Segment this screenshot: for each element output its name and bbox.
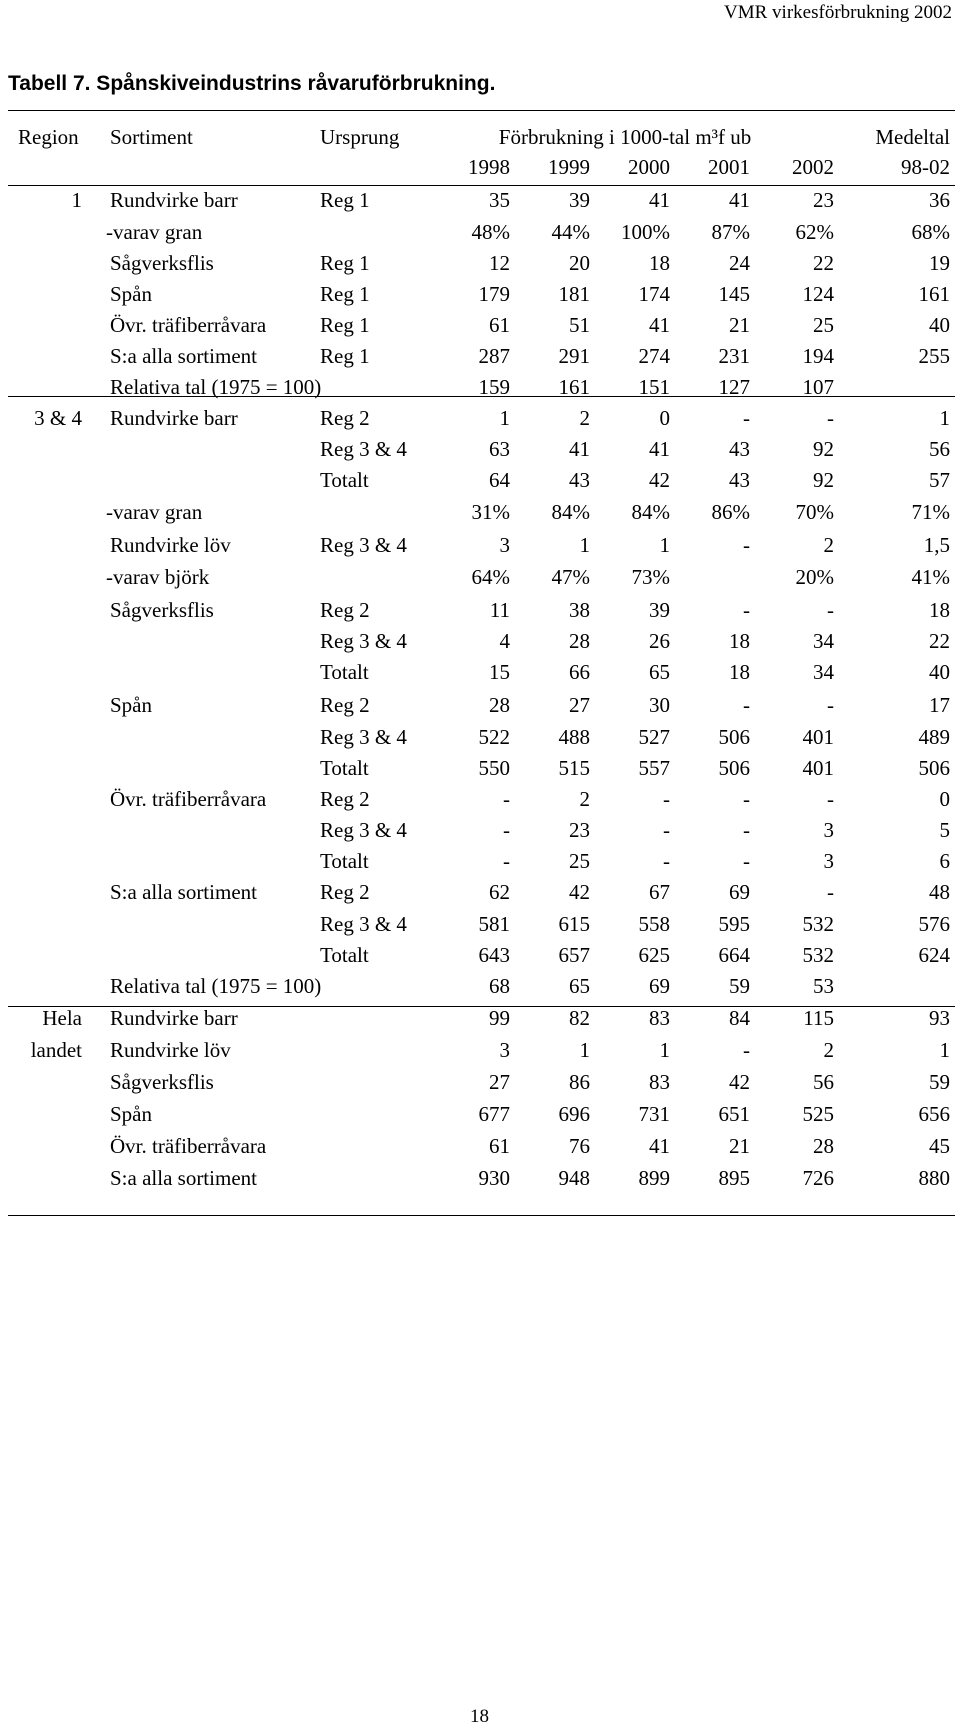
table-row bbox=[0, 377, 960, 409]
value-cell: 115 bbox=[803, 1006, 834, 1030]
value-cell: 151 bbox=[638, 375, 670, 399]
region-cell: landet bbox=[30, 1038, 82, 1062]
value-cell: 87% bbox=[711, 220, 750, 244]
table-row bbox=[0, 253, 960, 285]
value-cell: 21 bbox=[729, 313, 750, 337]
value-cell: - bbox=[503, 818, 510, 842]
value-cell: 28 bbox=[813, 1134, 834, 1158]
value-cell: 664 bbox=[718, 943, 750, 967]
table-row bbox=[0, 502, 960, 534]
medeltal-cell: 576 bbox=[918, 912, 950, 936]
value-cell: 506 bbox=[718, 756, 750, 780]
table-row bbox=[0, 408, 960, 440]
value-cell: 84% bbox=[551, 500, 590, 524]
value-cell: 12 bbox=[489, 251, 510, 275]
value-cell: 21 bbox=[729, 1134, 750, 1158]
value-cell: 51 bbox=[569, 313, 590, 337]
value-cell: 47% bbox=[551, 565, 590, 589]
medeltal-cell: 656 bbox=[918, 1102, 950, 1126]
ursprung-cell: Reg 3 & 4 bbox=[320, 629, 407, 653]
value-cell: 3 bbox=[499, 533, 510, 557]
ursprung-cell: Totalt bbox=[320, 849, 369, 873]
ursprung-cell: Reg 1 bbox=[320, 188, 370, 212]
value-cell: 899 bbox=[638, 1166, 670, 1190]
medeltal-cell: 161 bbox=[918, 282, 950, 306]
value-cell: 61 bbox=[489, 1134, 510, 1158]
value-cell: 274 bbox=[638, 344, 670, 368]
value-cell: - bbox=[663, 849, 670, 873]
value-cell: 124 bbox=[802, 282, 834, 306]
value-cell: 291 bbox=[558, 344, 590, 368]
value-cell: 39 bbox=[649, 598, 670, 622]
value-cell: 145 bbox=[718, 282, 750, 306]
sortiment-cell: Spån bbox=[110, 693, 152, 717]
value-cell: 515 bbox=[558, 756, 590, 780]
sortiment-cell: -varav björk bbox=[106, 565, 210, 589]
value-cell: 948 bbox=[558, 1166, 590, 1190]
table-row bbox=[0, 600, 960, 632]
ursprung-cell: Reg 3 & 4 bbox=[320, 533, 407, 557]
table-top-rule bbox=[8, 110, 955, 111]
value-cell: 657 bbox=[558, 943, 590, 967]
value-cell: 179 bbox=[478, 282, 510, 306]
value-cell: 181 bbox=[558, 282, 590, 306]
value-cell: - bbox=[503, 849, 510, 873]
table-row bbox=[0, 1040, 960, 1072]
ursprung-cell: Totalt bbox=[320, 660, 369, 684]
value-cell: - bbox=[743, 849, 750, 873]
table-row bbox=[0, 945, 960, 977]
medeltal-cell: 48 bbox=[929, 880, 950, 904]
table-row bbox=[0, 914, 960, 946]
value-cell: 31% bbox=[471, 500, 510, 524]
region-cell: 3 & 4 bbox=[34, 406, 82, 430]
ursprung-cell: Reg 2 bbox=[320, 880, 370, 904]
value-cell: 2 bbox=[823, 533, 834, 557]
value-cell: 3 bbox=[823, 818, 834, 842]
sortiment-cell: Övr. träfiberråvara bbox=[110, 1134, 267, 1158]
medeltal-cell: 880 bbox=[918, 1166, 950, 1190]
table-row bbox=[0, 439, 960, 471]
region-cell: 1 bbox=[71, 188, 82, 212]
table-row bbox=[0, 1136, 960, 1168]
value-cell: 107 bbox=[802, 375, 834, 399]
value-cell: 726 bbox=[802, 1166, 834, 1190]
running-header: VMR virkesförbrukning 2002 bbox=[724, 2, 952, 23]
value-cell: 100% bbox=[621, 220, 670, 244]
medeltal-cell: 40 bbox=[929, 313, 950, 337]
table-row bbox=[0, 190, 960, 222]
header-forbrukning: Förbrukning i 1000-tal m³f ub bbox=[498, 125, 752, 149]
medeltal-cell: 22 bbox=[929, 629, 950, 653]
ursprung-cell: Reg 3 & 4 bbox=[320, 818, 407, 842]
value-cell: 20 bbox=[569, 251, 590, 275]
value-cell: 43 bbox=[569, 468, 590, 492]
value-cell: 84 bbox=[729, 1006, 750, 1030]
value-cell: 595 bbox=[718, 912, 750, 936]
value-cell: 287 bbox=[478, 344, 510, 368]
value-cell: 1 bbox=[499, 406, 510, 430]
medeltal-cell: 0 bbox=[939, 787, 950, 811]
ursprung-cell: Totalt bbox=[320, 943, 369, 967]
sortiment-cell: Rundvirke barr bbox=[110, 188, 238, 212]
medeltal-cell: 6 bbox=[939, 849, 950, 873]
value-cell: 82 bbox=[569, 1006, 590, 1030]
value-cell: 1 bbox=[659, 1038, 670, 1062]
value-cell: 20% bbox=[795, 565, 834, 589]
table-row bbox=[0, 976, 960, 1008]
value-cell: 930 bbox=[478, 1166, 510, 1190]
value-cell: 73% bbox=[631, 565, 670, 589]
sortiment-cell: Rundvirke löv bbox=[110, 1038, 231, 1062]
sortiment-cell: Sågverksflis bbox=[110, 1070, 214, 1094]
value-cell: 28 bbox=[489, 693, 510, 717]
value-cell: 532 bbox=[802, 912, 834, 936]
header-year: 2000 bbox=[628, 155, 670, 179]
sortiment-cell: Övr. träfiberråvara bbox=[110, 313, 267, 337]
value-cell: 159 bbox=[478, 375, 510, 399]
value-cell: 731 bbox=[638, 1102, 670, 1126]
sortiment-cell: Rundvirke barr bbox=[110, 406, 238, 430]
table-row bbox=[0, 1008, 960, 1040]
ursprung-cell: Totalt bbox=[320, 468, 369, 492]
medeltal-cell: 59 bbox=[929, 1070, 950, 1094]
ursprung-cell: Reg 1 bbox=[320, 344, 370, 368]
value-cell: 42 bbox=[649, 468, 670, 492]
value-cell: 83 bbox=[649, 1006, 670, 1030]
table-row bbox=[0, 727, 960, 759]
ursprung-cell: Reg 2 bbox=[320, 787, 370, 811]
sortiment-cell: S:a alla sortiment bbox=[110, 1166, 257, 1190]
sortiment-cell: -varav gran bbox=[106, 500, 203, 524]
value-cell: 24 bbox=[729, 251, 750, 275]
value-cell: 557 bbox=[638, 756, 670, 780]
value-cell: 92 bbox=[813, 468, 834, 492]
value-cell: - bbox=[743, 1038, 750, 1062]
header-bottom-rule bbox=[8, 185, 955, 186]
value-cell: 2 bbox=[579, 787, 590, 811]
value-cell: 30 bbox=[649, 693, 670, 717]
value-cell: - bbox=[663, 787, 670, 811]
medeltal-cell: 56 bbox=[929, 437, 950, 461]
sortiment-cell: Rundvirke barr bbox=[110, 1006, 238, 1030]
value-cell: 69 bbox=[729, 880, 750, 904]
sortiment-cell: Rundvirke löv bbox=[110, 533, 231, 557]
medeltal-cell: 68% bbox=[911, 220, 950, 244]
medeltal-cell: 1 bbox=[939, 406, 950, 430]
value-cell: - bbox=[663, 818, 670, 842]
table-row bbox=[0, 882, 960, 914]
region-cell: Hela bbox=[42, 1006, 82, 1030]
medeltal-cell: 71% bbox=[911, 500, 950, 524]
value-cell: 696 bbox=[558, 1102, 590, 1126]
sortiment-cell: Sågverksflis bbox=[110, 598, 214, 622]
medeltal-cell: 17 bbox=[929, 693, 950, 717]
value-cell: 59 bbox=[729, 974, 750, 998]
value-cell: - bbox=[743, 533, 750, 557]
medeltal-cell: 624 bbox=[918, 943, 950, 967]
value-cell: 41 bbox=[649, 188, 670, 212]
value-cell: - bbox=[503, 787, 510, 811]
sortiment-cell: Spån bbox=[110, 282, 152, 306]
table-row bbox=[0, 222, 960, 254]
table-row bbox=[0, 284, 960, 316]
ursprung-cell: Reg 3 & 4 bbox=[320, 725, 407, 749]
ursprung-cell: Reg 1 bbox=[320, 313, 370, 337]
value-cell: 76 bbox=[569, 1134, 590, 1158]
value-cell: 69 bbox=[649, 974, 670, 998]
ursprung-cell: Reg 2 bbox=[320, 693, 370, 717]
medeltal-cell: 40 bbox=[929, 660, 950, 684]
value-cell: 231 bbox=[718, 344, 750, 368]
table-row bbox=[0, 567, 960, 599]
value-cell: 70% bbox=[795, 500, 834, 524]
value-cell: 86% bbox=[711, 500, 750, 524]
value-cell: 174 bbox=[638, 282, 670, 306]
table-row bbox=[0, 315, 960, 347]
value-cell: 22 bbox=[813, 251, 834, 275]
medeltal-cell: 57 bbox=[929, 468, 950, 492]
value-cell: 558 bbox=[638, 912, 670, 936]
value-cell: 56 bbox=[813, 1070, 834, 1094]
value-cell: 18 bbox=[649, 251, 670, 275]
value-cell: 63 bbox=[489, 437, 510, 461]
header-region: Region bbox=[18, 125, 79, 149]
value-cell: 99 bbox=[489, 1006, 510, 1030]
value-cell: 65 bbox=[569, 974, 590, 998]
value-cell: 2 bbox=[579, 406, 590, 430]
value-cell: 161 bbox=[558, 375, 590, 399]
value-cell: 3 bbox=[499, 1038, 510, 1062]
value-cell: 25 bbox=[813, 313, 834, 337]
value-cell: 44% bbox=[551, 220, 590, 244]
ursprung-cell: Reg 3 & 4 bbox=[320, 912, 407, 936]
value-cell: 15 bbox=[489, 660, 510, 684]
value-cell: 651 bbox=[718, 1102, 750, 1126]
medeltal-cell: 18 bbox=[929, 598, 950, 622]
header-sortiment: Sortiment bbox=[110, 125, 193, 149]
value-cell: 42 bbox=[569, 880, 590, 904]
value-cell: 1 bbox=[659, 533, 670, 557]
medeltal-cell: 19 bbox=[929, 251, 950, 275]
value-cell: 62 bbox=[489, 880, 510, 904]
table-row bbox=[0, 1168, 960, 1200]
value-cell: 532 bbox=[802, 943, 834, 967]
value-cell: 66 bbox=[569, 660, 590, 684]
value-cell: 34 bbox=[813, 629, 834, 653]
medeltal-cell: 36 bbox=[929, 188, 950, 212]
value-cell: 61 bbox=[489, 313, 510, 337]
table-row bbox=[0, 1072, 960, 1104]
value-cell: 1 bbox=[579, 1038, 590, 1062]
value-cell: 23 bbox=[569, 818, 590, 842]
value-cell: 506 bbox=[718, 725, 750, 749]
value-cell: 0 bbox=[659, 406, 670, 430]
value-cell: 550 bbox=[478, 756, 510, 780]
value-cell: - bbox=[827, 693, 834, 717]
value-cell: 27 bbox=[489, 1070, 510, 1094]
table-row bbox=[0, 346, 960, 378]
table-row bbox=[0, 662, 960, 694]
value-cell: - bbox=[827, 880, 834, 904]
value-cell: 67 bbox=[649, 880, 670, 904]
ursprung-cell: Reg 1 bbox=[320, 251, 370, 275]
value-cell: 41 bbox=[649, 1134, 670, 1158]
table-row bbox=[0, 470, 960, 502]
value-cell: 25 bbox=[569, 849, 590, 873]
table-row bbox=[0, 631, 960, 663]
value-cell: 615 bbox=[558, 912, 590, 936]
value-cell: 41 bbox=[569, 437, 590, 461]
sortiment-cell: S:a alla sortiment bbox=[110, 344, 257, 368]
value-cell: 84% bbox=[631, 500, 670, 524]
value-cell: 488 bbox=[558, 725, 590, 749]
table-row bbox=[0, 535, 960, 567]
medeltal-cell: 93 bbox=[929, 1006, 950, 1030]
value-cell: 525 bbox=[802, 1102, 834, 1126]
value-cell: 3 bbox=[823, 849, 834, 873]
value-cell: 401 bbox=[802, 756, 834, 780]
header-ursprung: Ursprung bbox=[320, 125, 400, 149]
table-row bbox=[0, 820, 960, 852]
value-cell: 83 bbox=[649, 1070, 670, 1094]
value-cell: - bbox=[743, 406, 750, 430]
value-cell: 194 bbox=[802, 344, 834, 368]
medeltal-cell: 41% bbox=[911, 565, 950, 589]
sortiment-cell: Spån bbox=[110, 1102, 152, 1126]
value-cell: 677 bbox=[478, 1102, 510, 1126]
value-cell: 28 bbox=[569, 629, 590, 653]
value-cell: 127 bbox=[718, 375, 750, 399]
value-cell: 41 bbox=[729, 188, 750, 212]
header-medeltal: Medeltal bbox=[875, 125, 950, 149]
value-cell: - bbox=[827, 598, 834, 622]
sortiment-cell: -varav gran bbox=[106, 220, 203, 244]
medeltal-cell: 45 bbox=[929, 1134, 950, 1158]
value-cell: - bbox=[743, 693, 750, 717]
value-cell: 43 bbox=[729, 468, 750, 492]
value-cell: 68 bbox=[489, 974, 510, 998]
sortiment-cell: Relativa tal (1975 = 100) bbox=[110, 974, 322, 998]
header-medeltal-period: 98-02 bbox=[901, 155, 950, 179]
value-cell: 35 bbox=[489, 188, 510, 212]
value-cell: 42 bbox=[729, 1070, 750, 1094]
value-cell: - bbox=[827, 406, 834, 430]
value-cell: 65 bbox=[649, 660, 670, 684]
header-year: 2001 bbox=[708, 155, 750, 179]
value-cell: 53 bbox=[813, 974, 834, 998]
table-bottom-rule bbox=[8, 1215, 955, 1216]
sortiment-cell: Sågverksflis bbox=[110, 251, 214, 275]
table-row bbox=[0, 758, 960, 790]
value-cell: 401 bbox=[802, 725, 834, 749]
value-cell: 23 bbox=[813, 188, 834, 212]
value-cell: 643 bbox=[478, 943, 510, 967]
page-number: 18 bbox=[470, 1706, 489, 1727]
value-cell: 4 bbox=[499, 629, 510, 653]
table-row bbox=[0, 789, 960, 821]
value-cell: 62% bbox=[795, 220, 834, 244]
header-year: 2002 bbox=[792, 155, 834, 179]
value-cell: - bbox=[743, 787, 750, 811]
value-cell: 581 bbox=[478, 912, 510, 936]
medeltal-cell: 506 bbox=[918, 756, 950, 780]
value-cell: - bbox=[827, 787, 834, 811]
value-cell: 34 bbox=[813, 660, 834, 684]
value-cell: - bbox=[743, 818, 750, 842]
header-year: 1998 bbox=[468, 155, 510, 179]
header-year: 1999 bbox=[548, 155, 590, 179]
ursprung-cell: Reg 2 bbox=[320, 406, 370, 430]
table-title: Tabell 7. Spånskiveindustrins råvaruförbrukning. bbox=[8, 72, 496, 95]
value-cell: 527 bbox=[638, 725, 670, 749]
medeltal-cell: 255 bbox=[918, 344, 950, 368]
value-cell: 43 bbox=[729, 437, 750, 461]
value-cell: 86 bbox=[569, 1070, 590, 1094]
value-cell: 27 bbox=[569, 693, 590, 717]
ursprung-cell: Totalt bbox=[320, 756, 369, 780]
medeltal-cell: 1 bbox=[939, 1038, 950, 1062]
table-row bbox=[0, 851, 960, 883]
sortiment-cell: Övr. träfiberråvara bbox=[110, 787, 267, 811]
value-cell: 18 bbox=[729, 660, 750, 684]
value-cell: 2 bbox=[823, 1038, 834, 1062]
value-cell: 522 bbox=[478, 725, 510, 749]
medeltal-cell: 5 bbox=[939, 818, 950, 842]
sortiment-cell: S:a alla sortiment bbox=[110, 880, 257, 904]
medeltal-cell: 1,5 bbox=[923, 533, 950, 557]
value-cell: 64 bbox=[489, 468, 510, 492]
value-cell: 41 bbox=[649, 313, 670, 337]
value-cell: 41 bbox=[649, 437, 670, 461]
ursprung-cell: Reg 3 & 4 bbox=[320, 437, 407, 461]
value-cell: 895 bbox=[718, 1166, 750, 1190]
medeltal-cell: 489 bbox=[918, 725, 950, 749]
value-cell: 64% bbox=[471, 565, 510, 589]
value-cell: 92 bbox=[813, 437, 834, 461]
value-cell: 39 bbox=[569, 188, 590, 212]
value-cell: 625 bbox=[638, 943, 670, 967]
table-row bbox=[0, 695, 960, 727]
value-cell: - bbox=[743, 598, 750, 622]
table-row bbox=[0, 1104, 960, 1136]
value-cell: 38 bbox=[569, 598, 590, 622]
value-cell: 11 bbox=[489, 598, 510, 622]
value-cell: 26 bbox=[649, 629, 670, 653]
sortiment-cell: Relativa tal (1975 = 100) bbox=[110, 375, 322, 399]
value-cell: 1 bbox=[579, 533, 590, 557]
value-cell: 18 bbox=[729, 629, 750, 653]
ursprung-cell: Reg 2 bbox=[320, 598, 370, 622]
ursprung-cell: Reg 1 bbox=[320, 282, 370, 306]
value-cell: 48% bbox=[471, 220, 510, 244]
